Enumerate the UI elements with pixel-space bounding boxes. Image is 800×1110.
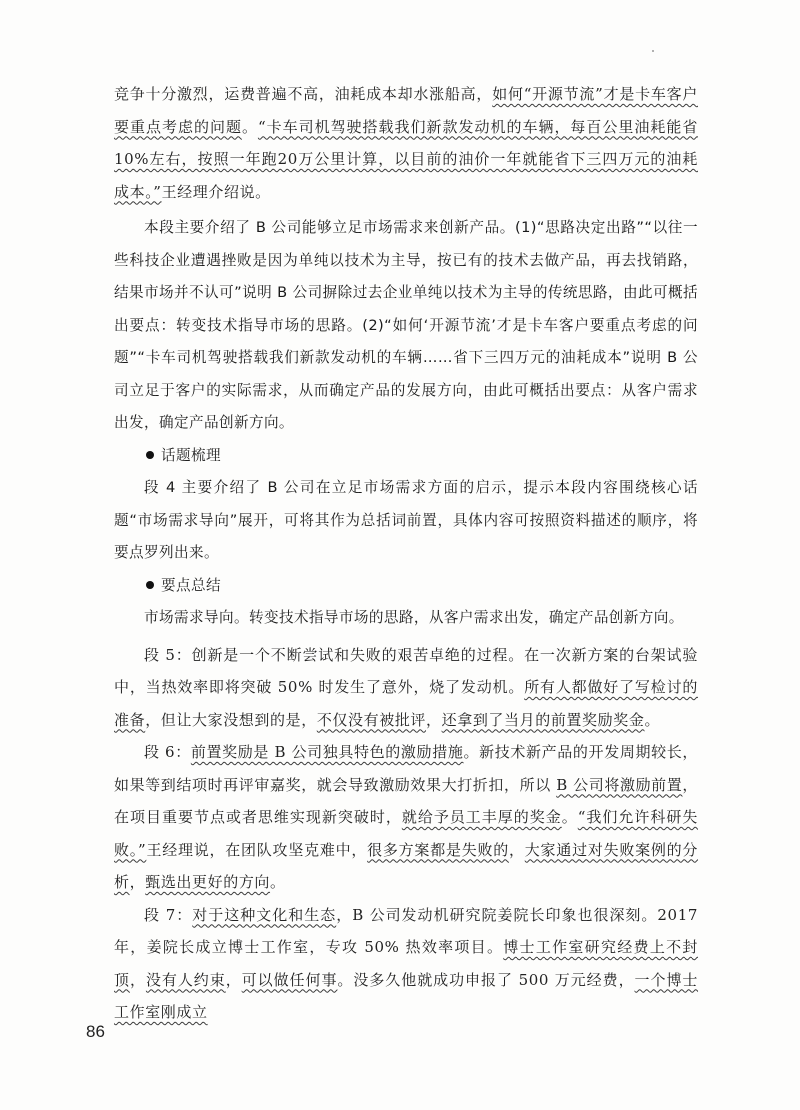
- underlined-text: 没有人约束: [145, 970, 226, 989]
- underlined-text: 就给予员工丰厚的奖金: [401, 808, 562, 826]
- text: ，B 公司发动机研究院姜院长印象也很深刻。2017 年，姜院长成立博士工作室，专攻 50% 热效率项目。: [114, 905, 698, 956]
- summary-heading-label: 要点总结: [161, 576, 221, 594]
- text: 段 7：: [144, 905, 193, 924]
- text: 。没多久他就成功申报了 500 万元经费，: [337, 970, 635, 989]
- underlined-text: 大家通过对失败案例的分析: [114, 840, 699, 891]
- text: ，: [129, 970, 146, 989]
- text: 。: [270, 873, 286, 891]
- paragraph-continued: [114, 78, 698, 208]
- text: 王经理介绍说。: [161, 182, 271, 201]
- page-content: [114, 78, 698, 1029]
- bullet-icon: [146, 581, 154, 589]
- underlined-text: 不仅没有被批评: [316, 710, 427, 729]
- page-number: 86: [86, 1022, 105, 1041]
- text: ，但让大家没想到的是，: [145, 710, 317, 729]
- paragraph-6: [114, 736, 698, 899]
- underlined-text: “卡车司机驾驶搭载我们新款发动机的车辆，每百公里油耗能省10%左右，按照一年跑20万公里计算，以目前的油价一年就能省下三四万元的油耗成本。”: [114, 117, 698, 201]
- analysis-paragraph: 本段主要介绍了 B 公司能够立足市场需求来创新产品。(1)“思路决定出路”“以往一些科技企业遭遇挫败是因为单纯以技术为主导，按已有的技术去做产品，再去找销路，结果市场并不认可”说明 B 公司摒除过去企业单纯以技术为主导的传统思路，由此可概括出要点：转变技术指导市场的思路。(2)“如何‘开源节流’才是卡车客户要重点考虑的问题”“卡车司机驾驶搭载我们新款发动机的车辆……省下三四万元的油耗成本”说明 B 公司立足于客户的实际需求，从而确定产品的发展方向，由此可概括出要点：从客户需求出发，确定产品创新方向。: [114, 219, 698, 431]
- summary-paragraph: 市场需求导向。转变技术指导市场的思路，从客户需求出发，确定产品创新方向。: [144, 609, 684, 626]
- underlined-text: 对于这种文化和生态: [192, 905, 337, 924]
- text: 竞争十分激烈，运费普遍不高，油耗成本却水涨船高，: [114, 85, 493, 103]
- text: 段 5：创新是一个不断尝试和失败的艰苦卓绝的过程。在一次新方案的台架试验中，当热效率即将突破 50% 时发生了意外，烧了发动机。: [114, 645, 698, 696]
- underlined-text: 还拿到了当月的前置奖励奖金: [441, 710, 645, 729]
- underlined-text: 可以做任何事: [241, 970, 338, 989]
- underlined-text: 很多方案都是失败的: [367, 840, 510, 859]
- topic-heading: [114, 440, 698, 473]
- paragraph-7: [114, 899, 698, 1029]
- text: ，: [426, 710, 442, 729]
- text: 。: [241, 117, 258, 136]
- summary-heading: [114, 570, 698, 603]
- topic-heading-label: 话题梳理: [161, 446, 221, 464]
- paragraph-5: [114, 639, 698, 737]
- topic-paragraph: 段 4 主要介绍了 B 公司在立足市场需求方面的启示，提示本段内容围绕核心话题“市场需求导向”展开，可将其作为总括词前置，具体内容可按照资料描述的顺序，将要点罗列出来。: [114, 479, 698, 561]
- text: 。新技术新产品的开发周期较长，如果等到结项时再评审嘉奖，就会导致激励效果大打折扣，所以: [114, 743, 698, 794]
- underlined-text: B 公司将激励前置: [556, 775, 683, 794]
- underlined-text: 一个博士工作室刚成立: [114, 970, 699, 1021]
- text: 段 6：: [144, 743, 191, 761]
- underlined-text: 博士工作室研究经费上不封顶: [114, 938, 698, 989]
- text: 。: [644, 710, 661, 729]
- text: ，在项目重要节点或者思维实现新突破时，: [114, 775, 698, 826]
- text: ，: [129, 873, 146, 891]
- underlined-text: 前置奖励是 B 公司独具特色的激励措施: [190, 743, 464, 761]
- underlined-text: 所有人都做好了写检讨的准备: [114, 678, 698, 729]
- underlined-text: 甄选出更好的方向: [145, 873, 271, 891]
- text: 王经理说，在团队攻坚克难中，: [146, 840, 368, 859]
- underlined-text: 如何“开源节流”才是卡车客户要重点考虑的问题: [114, 85, 698, 136]
- text: ，: [509, 840, 525, 859]
- scan-speck: [652, 50, 654, 52]
- underlined-text: “我们允许科研失败。”: [114, 808, 698, 859]
- text: ，: [225, 970, 242, 989]
- text: 。: [561, 808, 578, 826]
- bullet-icon: [146, 451, 154, 459]
